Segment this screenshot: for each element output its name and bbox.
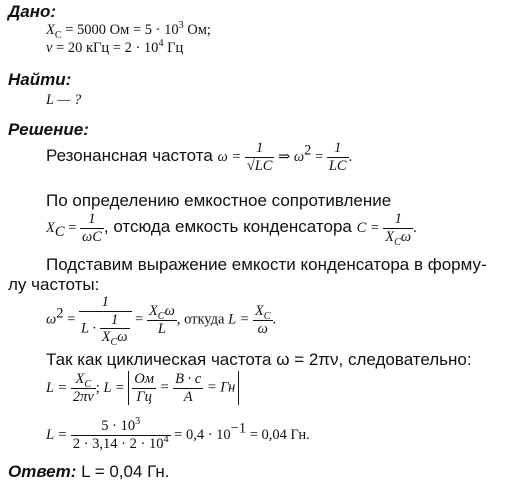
given-heading: Дано: <box>8 2 57 21</box>
given-xc-line: $X_C = 5000$ Ом = $5 \cdot 10^3$ Ом; <box>46 20 211 41</box>
substitute-text: Подставим выражение емкости конденсатора в форму- <box>46 255 487 274</box>
cyclic-frequency-text: Так как циклическая частота ω = 2πν, следовательно: <box>46 350 472 369</box>
inductance-formula-line: L = $\frac{X_C}{2\pi\nu}$ ; L = $\frac{Ом}{Гц}$ = $\frac{В \cdot с}{А}$ = Гн <box>46 371 239 405</box>
find-item: L — ? <box>46 92 82 108</box>
substitute-text-cont: лу частоты: <box>8 275 100 294</box>
numeric-calculation-line: L = $\frac{5 \cdot 10^3}{2 \cdot 3,14 \cdot 2 \cdot 10^4}$ = $0,4 \cdot 10^{-1} = 0,04$ Гн. <box>46 416 310 452</box>
answer-value: L = 0,04 Гн. <box>76 462 170 481</box>
find-heading: Найти: <box>8 70 72 89</box>
capacitance-line: $X_C$ = $\frac{1}{\omega C}$ , отсюда емкость конденсатора C = $\frac{1}{X_C\omega}$ . <box>46 211 417 248</box>
definition-text: По определению емкостное сопротивление <box>46 191 392 210</box>
solution-heading: Решение: <box>8 120 89 139</box>
resonance-formula-line: Резонансная частота ω = $\frac{1}{√LC}$ ⇒ $\omega^2$ = $\frac{1}{LC}$ . <box>46 140 353 174</box>
given-nu-line: ν = 20 кГц = $2 \cdot 10^4$ Гц <box>46 38 184 56</box>
omega-squared-line: $\omega^2$ = 1 L · $\frac{1}{X_C\omega}$ = $\frac{X_C\omega}{L}$ , откуда L = $\frac{X_C}{\omega}$ . <box>46 294 277 349</box>
answer-heading: Ответ: <box>8 462 77 481</box>
answer-line <box>8 462 170 482</box>
